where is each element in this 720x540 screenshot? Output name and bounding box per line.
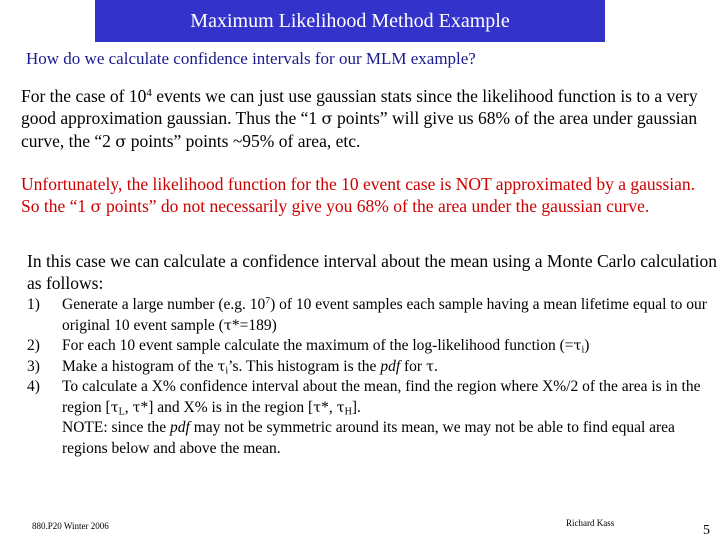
slide-title: Maximum Likelihood Method Example [95, 0, 605, 42]
sigma-symbol: σ [90, 197, 102, 216]
list-item: 2) For each 10 event sample calculate the maximum of the log-likelihood function $(=\tau_i)$ [27, 337, 590, 356]
note-text: NOTE: since the pdf may not be symmetric around its mean, we may not be able to find equal area regions below and above the mean. [62, 419, 675, 457]
footer-course: 880.P20 Winter 2006 [32, 521, 109, 531]
paragraph-non-gaussian-warning: Unfortunately, the likelihood function for the 10 event case is NOT approximated by a gaussian. So the “1 σ points” do not necessarily give you 68% of the area under the gaussian curve. [21, 174, 696, 216]
sigma-symbol: σ [115, 132, 127, 151]
page-number: 5 [703, 523, 710, 538]
footer-author: Richard Kass [566, 518, 615, 528]
list-item: 4) To calculate a X% confidence interval about the mean, find the region where X%/2 of the area is in the region [$\tau_L$, τ*] and X% is in the region [τ*, $\tau_H$]. [27, 378, 701, 418]
sigma-symbol: σ [321, 109, 333, 128]
monte-carlo-steps [27, 295, 717, 459]
slide-subtitle: How do we calculate confidence intervals for our MLM example? [26, 49, 476, 68]
paragraph-monte-carlo-intro: In this case we can calculate a confidence interval about the mean using a Monte Carlo calculation as follows: [27, 251, 717, 293]
paragraph-gaussian-case: For the case of $10^4$ events we can just use gaussian stats since the likelihood function is to a very good approximation gaussian. Thus the “1 σ points” will give us 68% of the area under gaussian curve, the “2 σ points” points ~95% of area, etc. [21, 86, 698, 151]
list-item: 1) Generate a large number (e.g. $10^7$) of 10 event samples each sample having a mean lifetime equal to our original 10 event sample (τ*=189) [27, 295, 707, 334]
list-item: 3) Make a histogram of the $\tau_i’s$. This histogram is the pdf for τ. [27, 357, 438, 377]
